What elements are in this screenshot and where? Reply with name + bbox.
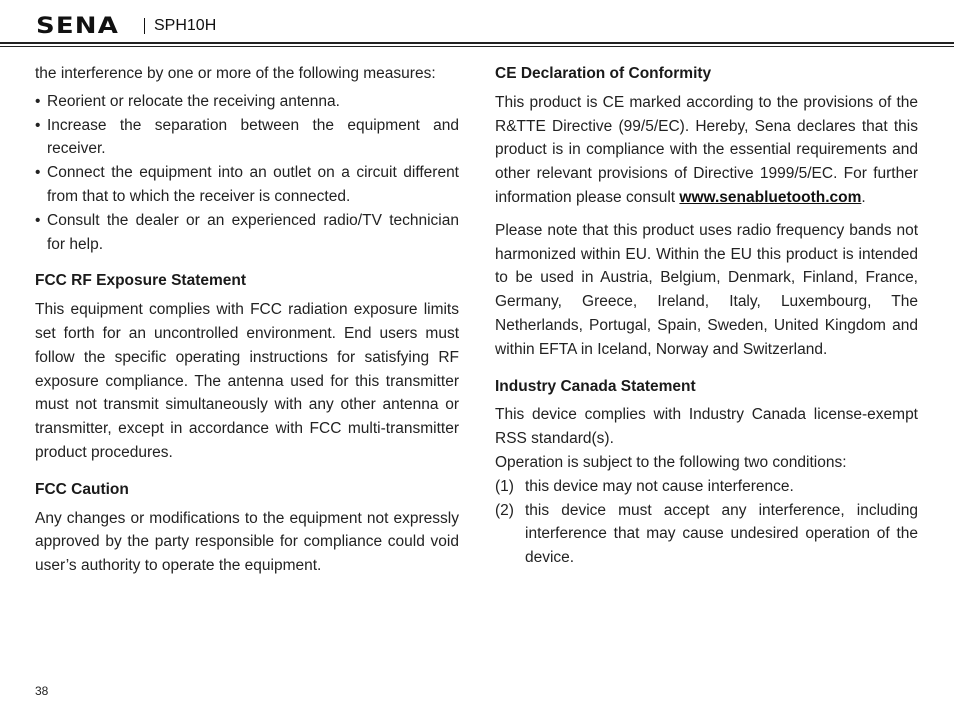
fcc-caution-heading: FCC Caution — [35, 480, 129, 498]
right-column — [495, 62, 918, 570]
ce-heading: CE Declaration of Conformity — [495, 65, 712, 82]
page-header — [36, 14, 216, 38]
industry-canada-heading: Industry Canada Statement — [495, 377, 696, 395]
measures-list — [35, 90, 459, 257]
list-item: • Increase the separation between the equipment and receiver. — [35, 114, 459, 162]
condition-number: (1) — [495, 477, 514, 495]
model-name: SPH10H — [154, 17, 217, 34]
header-rule-thick — [0, 42, 954, 44]
list-item: • Reorient or relocate the receiving antenna. — [35, 90, 459, 114]
fcc-rf-heading: FCC RF Exposure Statement — [35, 272, 247, 290]
ce-body-text: This product is CE marked according to the provisions of the R&TTE Directive (99/5/EC). Hereby, Sena declares that this product is in compliance with the essential requirements and other relevant provisions of Directive 1999/5/EC. For further information please consult — [495, 93, 918, 206]
condition-text: this device must accept any interference, including interference that may cause undesired operation of the device. — [525, 501, 918, 567]
conditions-intro: Operation is subject to the following two conditions: — [495, 453, 847, 471]
list-item: • Connect the equipment into an outlet on a circuit different from that to which the receiver is connected. — [35, 161, 459, 209]
sena-website-link[interactable]: www.senabluetooth.com — [679, 188, 862, 206]
left-column — [35, 62, 459, 578]
ce-body-end: . — [861, 188, 866, 206]
ce-frequency-note: Please note that this product uses radio frequency bands not harmonized within EU. Within the EU this product is intended to be used in Austria, Belgium, Denmark, Finland, France, Germany, Greece, Ireland, Italy, Luxembourg, The Netherlands, Portugal, Spain, Sweden, United Kingdom and within EFTA in Iceland, Norway and Switzerland. — [495, 221, 918, 358]
list-item — [495, 499, 918, 570]
intro-text: the interference by one or more of the following measures: — [35, 65, 436, 82]
ce-body — [495, 91, 918, 210]
fcc-caution-body: Any changes or modifications to the equipment not expressly approved by the party responsible for compliance could void user’s authority to operate the equipment. — [35, 509, 459, 575]
fcc-rf-body: This equipment complies with FCC radiation exposure limits set forth for an uncontrolled environment. End users must follow the specific operating instructions for satisfying RF exposure compliance. The antenna used for this transmitter must not transmit simultaneously with any other antenna or transmitter, except in accordance with FCC multi-transmitter product procedures. — [35, 301, 459, 461]
condition-text: this device may not cause interference. — [525, 477, 794, 495]
industry-canada-body: This device complies with Industry Canada license-exempt RSS standard(s). — [495, 406, 918, 448]
list-item — [495, 475, 918, 499]
header-rule-thin — [0, 46, 954, 47]
sena-logo: SENA — [36, 13, 119, 39]
page-number: 38 — [35, 684, 49, 698]
condition-number: (2) — [495, 501, 514, 519]
list-item: • Consult the dealer or an experienced radio/TV technician for help. — [35, 209, 459, 257]
conditions-list — [495, 475, 918, 570]
